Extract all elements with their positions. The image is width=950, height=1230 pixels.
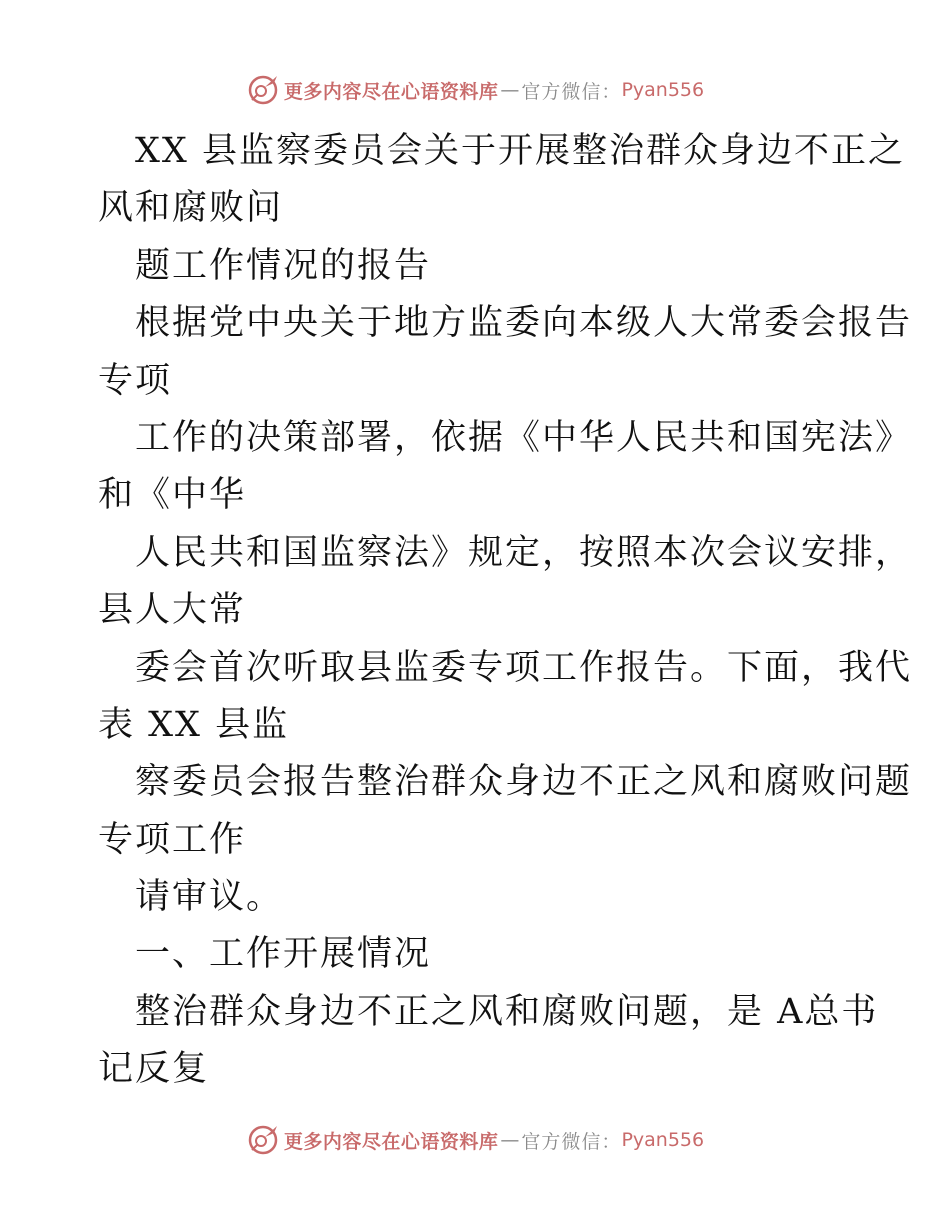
text-line: 专项工作 <box>98 819 247 860</box>
text-line: 委会首次听取县监委专项工作报告。下面，我代 <box>135 647 913 688</box>
watermark-site-text: 更多内容尽在心语资料库 <box>283 80 499 103</box>
text-line: 风和腐败问 <box>98 188 284 229</box>
text-line: XX 县监察委员会关于开展整治群众身边不正之 <box>135 131 905 171</box>
text-line: 人民共和国监察法》规定，按照本次会议安排， <box>135 532 913 573</box>
watermark-wechat-id: Pyan556 <box>621 79 705 101</box>
text-line: 表 XX 县监 <box>98 704 290 745</box>
watermark-footer <box>0 1120 950 1160</box>
watermark-separator: — <box>500 79 520 101</box>
watermark-site-text: 更多内容尽在心语资料库 <box>283 1130 499 1153</box>
text-line: 根据党中央关于地方监委向本级人大常委会报告 <box>135 303 913 344</box>
document-body <box>98 123 913 1099</box>
watermark-header <box>0 70 950 110</box>
text-line: 察委员会报告整治群众身边不正之风和腐败问题 <box>135 762 913 803</box>
watermark-wechat-id: Pyan556 <box>621 1129 705 1151</box>
watermark-wechat-label: 官方微信： <box>521 1130 622 1153</box>
pen-logo-icon <box>246 73 280 107</box>
text-line: 一、工作开展情况 <box>135 934 432 975</box>
watermark-wechat-label: 官方微信： <box>521 80 622 103</box>
text-line: 工作的决策部署，依据《中华人民共和国宪法》 <box>135 417 913 458</box>
pen-logo-icon <box>246 1123 280 1157</box>
text-line: 记反复 <box>98 1049 210 1090</box>
text-line: 题工作情况的报告 <box>135 245 432 286</box>
text-line: 县人大常 <box>98 590 247 631</box>
text-line: 专项 <box>98 360 173 401</box>
text-line: 和《中华 <box>98 475 247 516</box>
text-line: 请审议。 <box>135 877 284 918</box>
watermark-separator: — <box>500 1129 520 1151</box>
text-line: 整治群众身边不正之风和腐败问题，是 A总书 <box>135 991 879 1032</box>
